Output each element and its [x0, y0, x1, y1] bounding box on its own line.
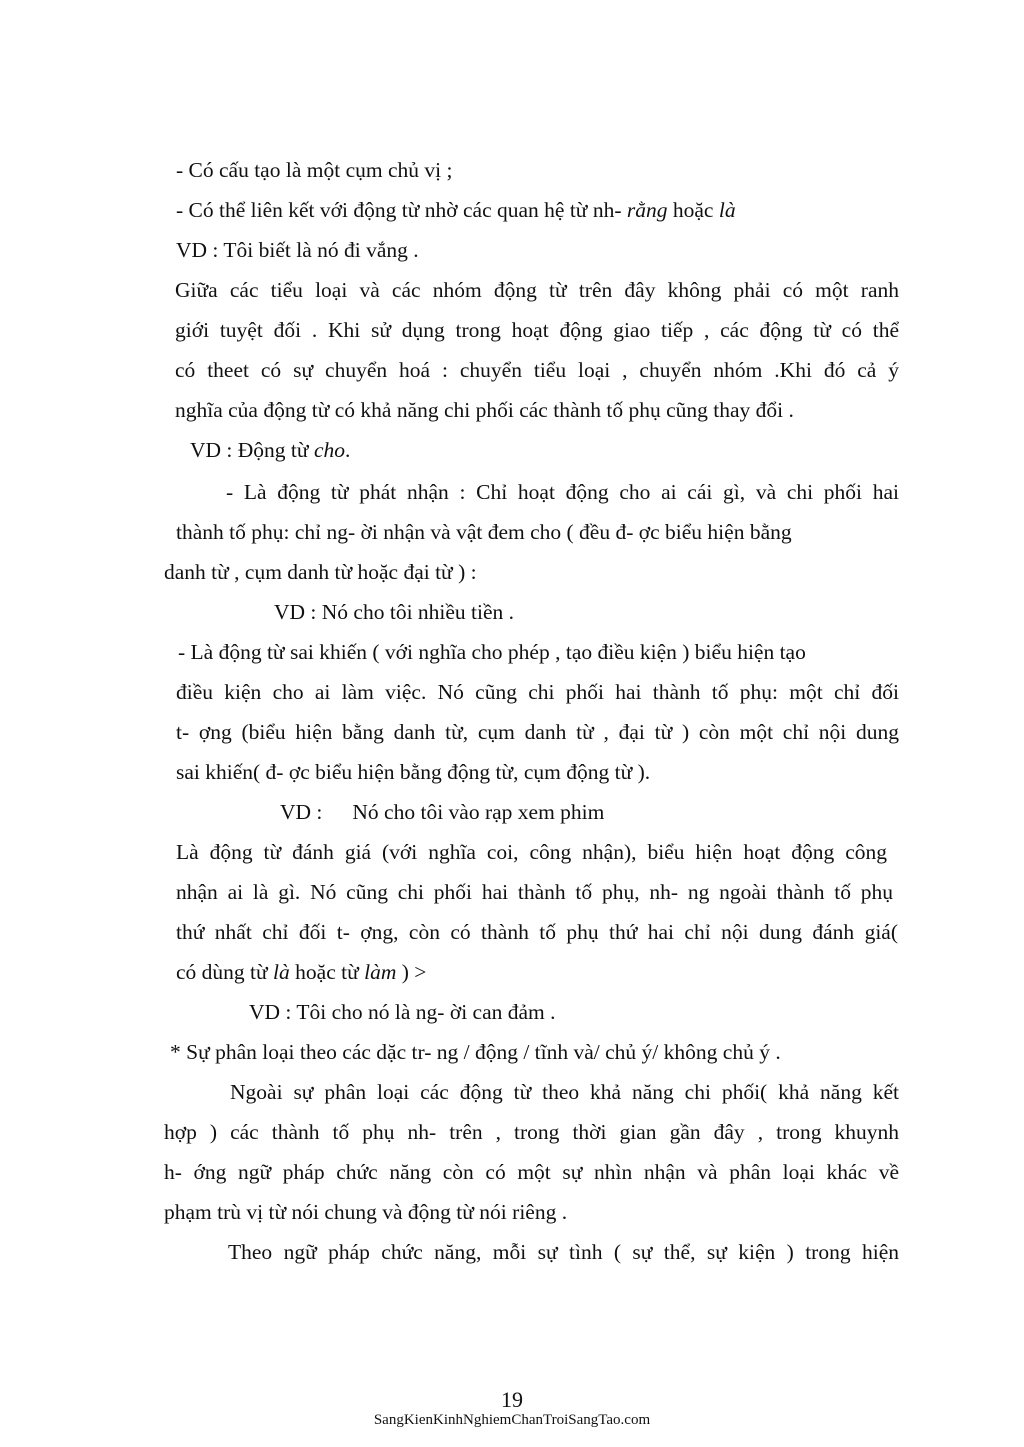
text-line: * Sự phân loại theo các dặc tr- ng / động / tĩnh và/ chủ ý/ không chủ ý . [170, 1040, 781, 1064]
italic-word: làm [364, 960, 397, 984]
text-line: nghĩa của động từ có khả năng chi phối các thành tố phụ cũng thay đổi . [175, 398, 794, 422]
text-line: VD : Nó cho tôi nhiều tiền . [274, 600, 515, 624]
italic-word: là [273, 960, 290, 984]
text-line: Ngoài sự phân loại các động từ theo khả năng chi phối( khả năng kết [230, 1080, 899, 1104]
text-line: Theo ngữ pháp chức năng, mỗi sự tình ( sự thể, sự kiện ) trong hiện [228, 1240, 899, 1264]
text-line: thành tố phụ: chỉ ng- ời nhận và vật đem cho ( đều đ- ợc biểu hiện bằng [176, 520, 792, 544]
footer-site: SangKienKinhNghiemChanTroiSangTao.com [373, 1412, 651, 1428]
text-line: danh từ , cụm danh từ hoặc đại từ ) : [164, 560, 477, 584]
text-line: - Là động từ phát nhận : Chỉ hoạt động cho ai cái gì, và chi phối hai [226, 480, 899, 504]
text-line: - Có cấu tạo là một cụm chủ vị ; [176, 158, 453, 182]
text-line [280, 798, 604, 826]
italic-word: rằng [626, 198, 668, 222]
text-line: phạm trù vị từ nói chung và động từ nói riêng . [164, 1200, 568, 1224]
text-line: giới tuyệt đối . Khi sử dụng trong hoạt động giao tiếp , các động từ có thể [175, 318, 899, 342]
text-line: hợp ) các thành tố phụ nh- trên , trong thời gian gần đây , trong khuynh [164, 1120, 899, 1144]
text-line: t- ợng (biểu hiện bằng danh từ, cụm danh từ , đại từ ) còn một chỉ nội dung [176, 720, 899, 744]
text-line [176, 958, 426, 986]
example-label: VD : [280, 800, 323, 824]
text-span: hoặc từ [289, 960, 365, 984]
italic-word: cho [313, 438, 345, 462]
italic-word: là [718, 198, 736, 222]
text-line: VD : Tôi biết là nó đi vắng . [176, 238, 419, 262]
text-span: - Có thể liên kết với động từ nhờ các quan hệ từ nh- [176, 198, 627, 222]
page-number: 19 [501, 1387, 523, 1412]
text-line [176, 196, 736, 224]
text-line: Giữa các tiểu loại và các nhóm động từ trên đây không phải có một ranh [175, 278, 899, 302]
text-line: thứ nhất chỉ đối t- ợng, còn có thành tố phụ thứ hai chỉ nội dung đánh giá( [176, 920, 898, 944]
text-line: h- ớng ngữ pháp chức năng còn có một sự nhìn nhận và phân loại khác về [164, 1160, 899, 1184]
text-line: VD : Tôi cho nó là ng- ời can đảm . [249, 1000, 556, 1024]
text-line: - Là động từ sai khiến ( với nghĩa cho phép , tạo điều kiện ) biểu hiện tạo [178, 640, 806, 664]
text-line: sai khiến( đ- ợc biểu hiện bằng động từ, cụm động từ ). [176, 760, 651, 784]
text-span: . [344, 438, 351, 462]
text-line [190, 436, 350, 464]
text-line: nhận ai là gì. Nó cũng chi phối hai thành tố phụ, nh- ng ngoài thành tố phụ [176, 880, 893, 904]
text-span: hoặc [667, 198, 719, 222]
text-span: ) > [396, 960, 427, 984]
text-span: VD : Động từ [190, 438, 314, 462]
text-line: điều kiện cho ai làm việc. Nó cũng chi phối hai thành tố phụ: một chỉ đối [176, 680, 899, 704]
text-span: Nó cho tôi vào rạp xem phim [352, 800, 605, 824]
text-span: có dùng từ [176, 960, 274, 984]
text-line: có theet có sự chuyển hoá : chuyển tiểu loại , chuyển nhóm .Khi đó cả ý [175, 358, 899, 382]
text-line: Là động từ đánh giá (với nghĩa coi, công nhận), biểu hiện hoạt động công [176, 840, 887, 864]
